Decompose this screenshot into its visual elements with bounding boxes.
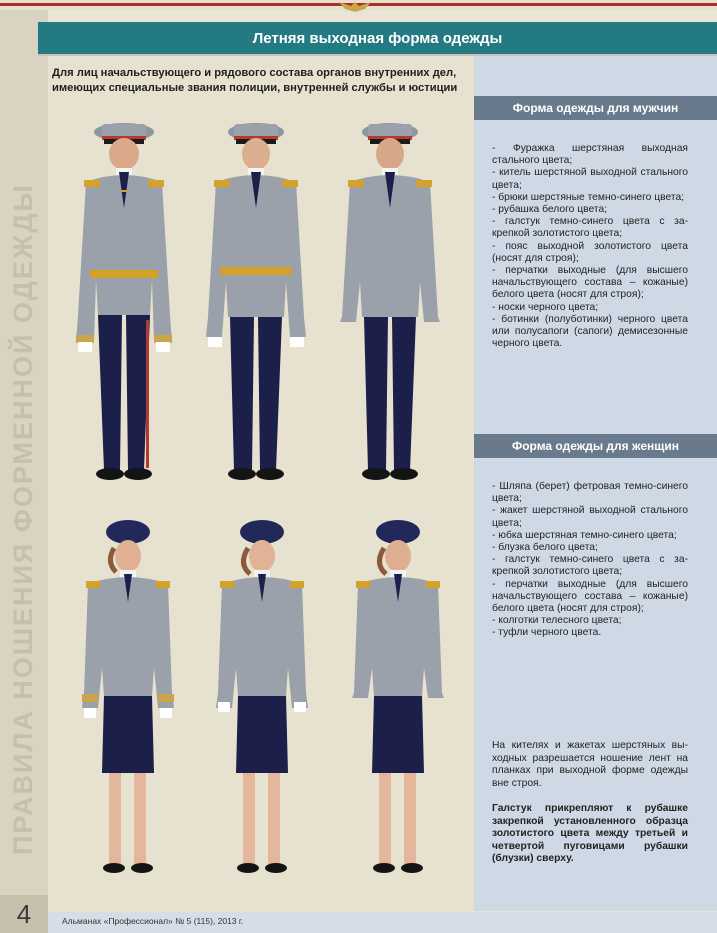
list-item: - носки черного цвета; xyxy=(492,301,599,313)
list-item: - юбка шерстяная темно-синего цвета; xyxy=(492,529,677,541)
side-band xyxy=(0,10,48,915)
intro-text: Для лиц начальствующего и рядового состава органов внутренних дел, имеющих специальные звания полиции, внутренней службы и юстиции xyxy=(52,67,458,94)
list-item: - перчатки выходные (для высшего начальствующего состава – кожаные) белого цвета (носят для строя); xyxy=(492,265,688,301)
emblem-icon xyxy=(335,0,375,14)
list-item: - перчатки выходные (для высшего начальствующего состава – кожаные) белого цвета (носят для строя); xyxy=(492,578,688,615)
list-item: - ботинки (полуботинки) черного цвета или полусапоги (сапоги) демисезонные черного цвета. xyxy=(492,313,688,350)
list-item: - туфли черного цвета. xyxy=(492,627,602,639)
list-item: - пояс выходной золотистого цвета (носят для строя); xyxy=(492,240,688,264)
female-uniform-figure xyxy=(346,518,446,893)
vertical-section-title: ПРАВИЛА НОШЕНИЯ ФОРМЕННОЙ ОДЕЖДЫ xyxy=(8,183,38,855)
women-items-list xyxy=(492,481,688,640)
list-item: - галстук темно-синего цвета с закрепкой золотистого цвета; xyxy=(492,554,688,578)
page-title: Летняя выходная форма одежды xyxy=(38,22,717,54)
list-item: - жакет шерстяной выходной стального цвета; xyxy=(492,505,688,529)
men-items-list xyxy=(492,143,688,350)
women-section-title: Форма одежды для женщин xyxy=(474,434,717,458)
tie-note: Галстук прикрепляют к рубашке закрепкой установленного образца золотистого цвета между третьей и четвертой пуговицами рубашки (блузки) сверху. xyxy=(492,803,688,865)
list-item: - Шляпа (берет) фетровая темно-синего цвета; xyxy=(492,481,688,505)
journal-citation: Альманах «Профессионал» № 5 (115), 2013 г. xyxy=(62,916,244,926)
list-item: - брюки шерстяные темно-синего цвета; xyxy=(492,191,685,203)
list-item: - рубашка белого цвета; xyxy=(492,204,608,216)
male-uniform-figure xyxy=(200,112,312,497)
list-item: - блузка белого цвета; xyxy=(492,542,598,554)
ribbons-note: На кителях и жакетах шерстяных выходных разрешается ношение лент на планках при выходной форме одежды вне строя. xyxy=(492,740,688,789)
list-item: - китель шерстяной выходной стального цвета; xyxy=(492,167,688,191)
men-section-title: Форма одежды для мужчин xyxy=(474,96,717,120)
female-uniform-figure xyxy=(76,518,176,893)
list-item: - Фуражка шерстяная выходная стального цвета; xyxy=(492,143,688,167)
list-item: - галстук темно-синего цвета с закрепкой золотистого цвета; xyxy=(492,216,688,240)
page-number: 4 xyxy=(0,895,48,933)
female-uniform-figure xyxy=(210,518,310,893)
list-item: - колготки телесного цвета; xyxy=(492,615,622,627)
male-uniform-figure xyxy=(336,112,448,497)
male-uniform-figure xyxy=(72,110,184,495)
